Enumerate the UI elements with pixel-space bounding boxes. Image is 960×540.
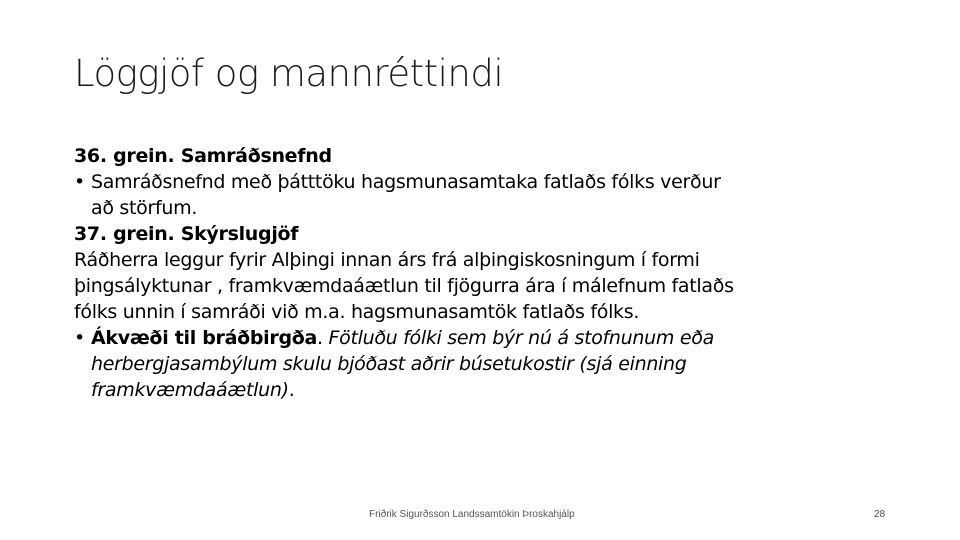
slide-body: [74, 143, 894, 403]
slide-title: Löggjöf og mannréttindi: [74, 52, 504, 95]
page-number: 28: [874, 509, 886, 520]
article-36-heading: 36. grein. Samráðsnefnd: [74, 145, 332, 167]
transitional-provision-text-3: framkvæmdaáætlun): [91, 379, 289, 401]
transitional-provision-end: .: [288, 379, 295, 401]
transitional-provision-separator: .: [317, 327, 329, 349]
footer-author: Friðrik Sigurðsson Landssamtökin Þroskahjálp: [369, 509, 575, 520]
transitional-provision-line-2: herbergjasambýlum skulu bjóðast aðrir búsetukostir (sjá einning: [91, 353, 687, 375]
article-37-paragraph-line-1: Ráðherra leggur fyrir Alþingi innan árs frá alþingiskosningum í formi: [74, 249, 700, 271]
transitional-provision-line-1: [91, 325, 894, 351]
article-36-bullet-line-2: að störfum.: [91, 197, 198, 219]
transitional-provision-text-1: Fötluðu fólki sem býr nú á stofnunum eða: [328, 327, 714, 349]
article-37-paragraph-line-2: þingsályktunar , framkvæmdaáætlun til fjögurra ára í málefnum fatlaðs: [74, 275, 734, 297]
article-36-bullet-line-1: Samráðsnefnd með þátttöku hagsmunasamtaka fatlaðs fólks verður: [91, 171, 721, 193]
article-37-heading: 37. grein. Skýrslugjöf: [74, 223, 299, 245]
transitional-provision-bullet: [74, 325, 894, 403]
bullet-icon: •: [74, 327, 85, 349]
transitional-provision-line-3: [91, 377, 894, 403]
bullet-icon: •: [74, 171, 85, 193]
article-37-paragraph-line-3: fólks unnin í samráði við m.a. hagsmunasamtök fatlaðs fólks.: [74, 301, 640, 323]
article-36-bullet: [74, 169, 894, 221]
transitional-provision-label: Ákvæði til bráðbirgða: [91, 327, 318, 349]
